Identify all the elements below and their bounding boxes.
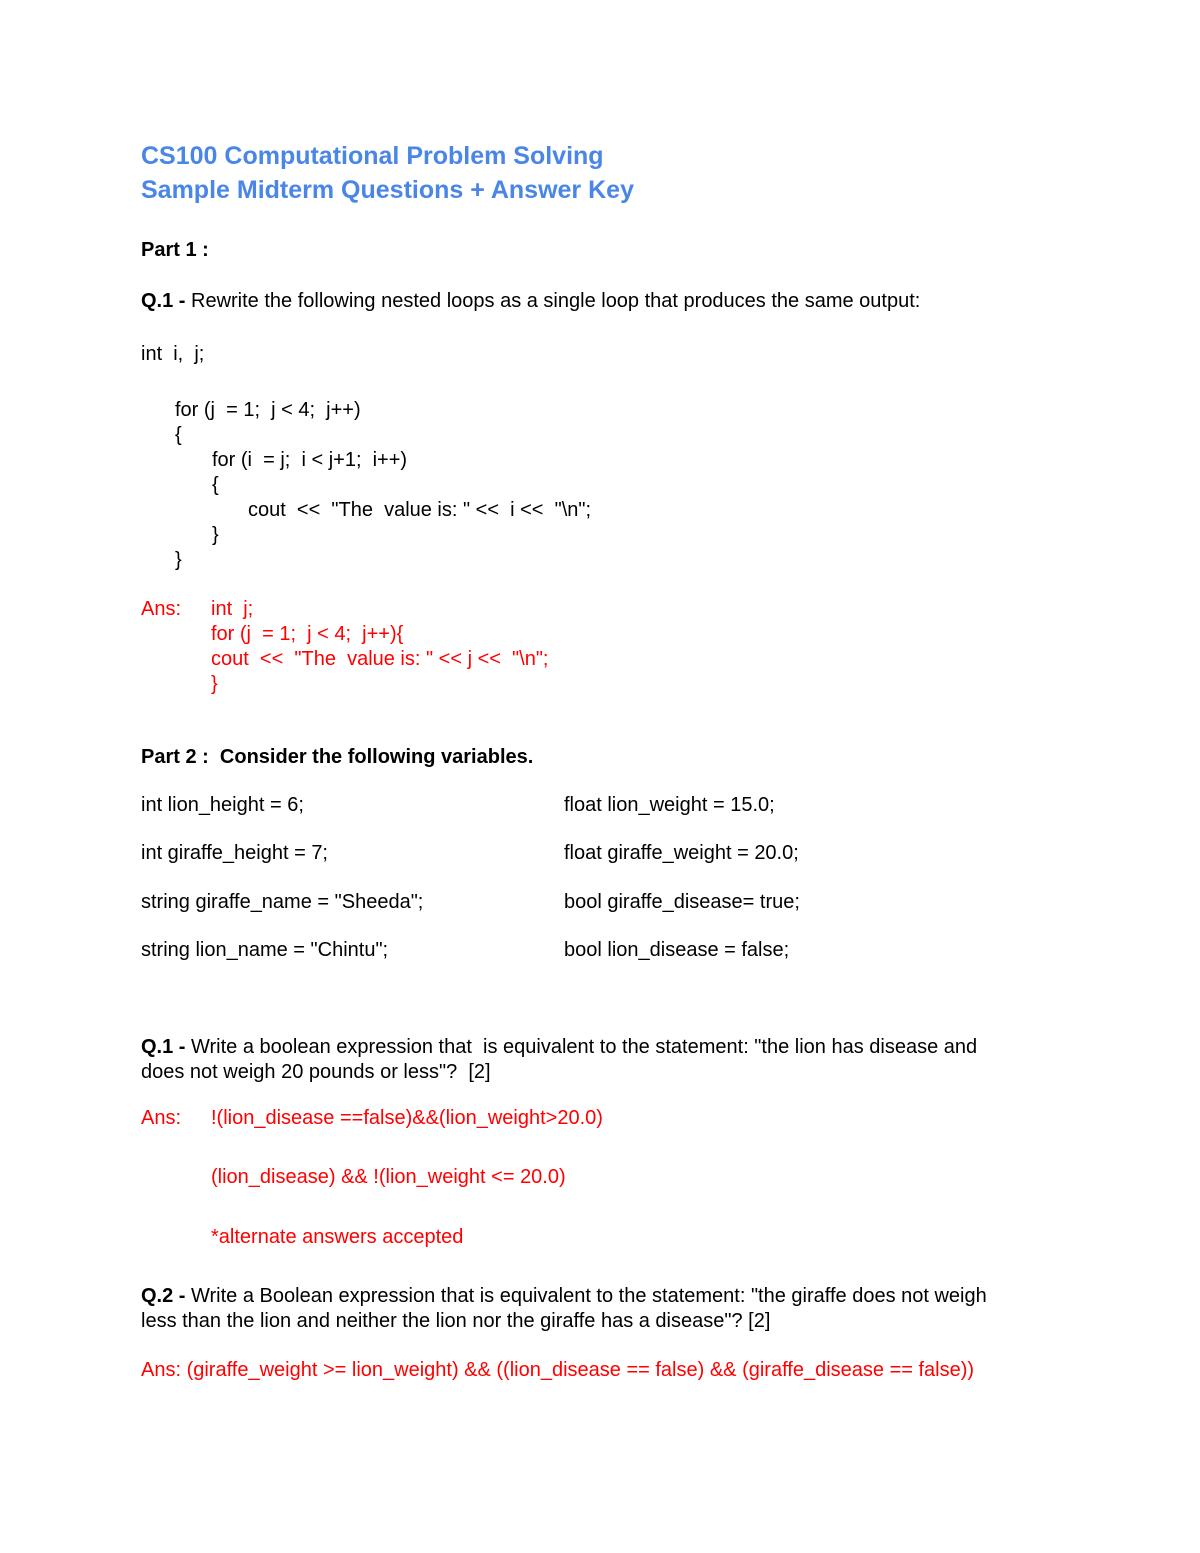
part1-heading: Part 1 : <box>141 239 209 261</box>
part2-heading-label: Part 2 : <box>141 746 209 768</box>
part2-q2-question-line1 <box>141 1286 987 1306</box>
answer-code-line: int j; <box>211 598 254 620</box>
part2-heading <box>141 747 533 767</box>
variable-declaration: bool lion_disease = false; <box>564 939 790 961</box>
answer-code-line: } <box>211 673 218 695</box>
variable-declaration: string giraffe_name = "Sheeda"; <box>141 891 424 913</box>
part2-q1-label: Q.1 - <box>141 1036 186 1058</box>
variable-declaration: float lion_weight = 15.0; <box>564 794 775 816</box>
part2-heading-text: Consider the following variables. <box>208 746 534 768</box>
code-line: cout << "The value is: " << i << "\n"; <box>248 499 592 521</box>
variable-declaration: string lion_name = "Chintu"; <box>141 939 389 961</box>
part2-q1-question-line1 <box>141 1037 977 1057</box>
part2-q2-question-line2: less than the lion and neither the lion nor the giraffe has a disease"? [2] <box>141 1310 771 1332</box>
part2-q2-answer: Ans: (giraffe_weight >= lion_weight) && ((lion_disease == false) && (giraffe_disease == false)) <box>141 1359 975 1381</box>
answer-label: Ans: <box>141 1107 182 1129</box>
variable-declaration: bool giraffe_disease= true; <box>564 891 800 913</box>
answer-note: *alternate answers accepted <box>211 1226 464 1248</box>
title-line-1: CS100 Computational Problem Solving <box>141 142 604 170</box>
code-line: } <box>212 524 219 546</box>
part1-q1-text: Rewrite the following nested loops as a single loop that produces the same output: <box>185 290 921 312</box>
answer-code-line: cout << "The value is: " << j << "\n"; <box>211 648 549 670</box>
answer-label: Ans: <box>141 598 182 620</box>
answer-code-line: for (j = 1; j < 4; j++){ <box>211 623 404 645</box>
code-line: int i, j; <box>141 343 205 365</box>
part1-q1-question <box>141 291 920 311</box>
code-line: { <box>175 424 182 446</box>
part2-q2-label: Q.2 - <box>141 1285 186 1307</box>
variable-declaration: int giraffe_height = 7; <box>141 842 328 864</box>
part2-q1-text-line1: Write a boolean expression that is equivalent to the statement: "the lion has disease and <box>185 1036 978 1058</box>
answer-expression: !(lion_disease ==false)&&(lion_weight>20.0) <box>211 1107 603 1129</box>
part1-q1-label: Q.1 - <box>141 290 186 312</box>
variable-declaration: float giraffe_weight = 20.0; <box>564 842 799 864</box>
part2-q2-text-line1: Write a Boolean expression that is equivalent to the statement: "the giraffe does not weigh <box>185 1285 987 1307</box>
part2-q1-question-line2: does not weigh 20 pounds or less"? [2] <box>141 1061 491 1083</box>
code-line: { <box>212 474 219 496</box>
title-line-2: Sample Midterm Questions + Answer Key <box>141 176 634 204</box>
code-line: } <box>175 549 182 571</box>
answer-expression: (lion_disease) && !(lion_weight <= 20.0) <box>211 1166 566 1188</box>
code-line: for (j = 1; j < 4; j++) <box>175 399 361 421</box>
variable-declaration: int lion_height = 6; <box>141 794 304 816</box>
code-line: for (i = j; i < j+1; i++) <box>212 449 408 471</box>
